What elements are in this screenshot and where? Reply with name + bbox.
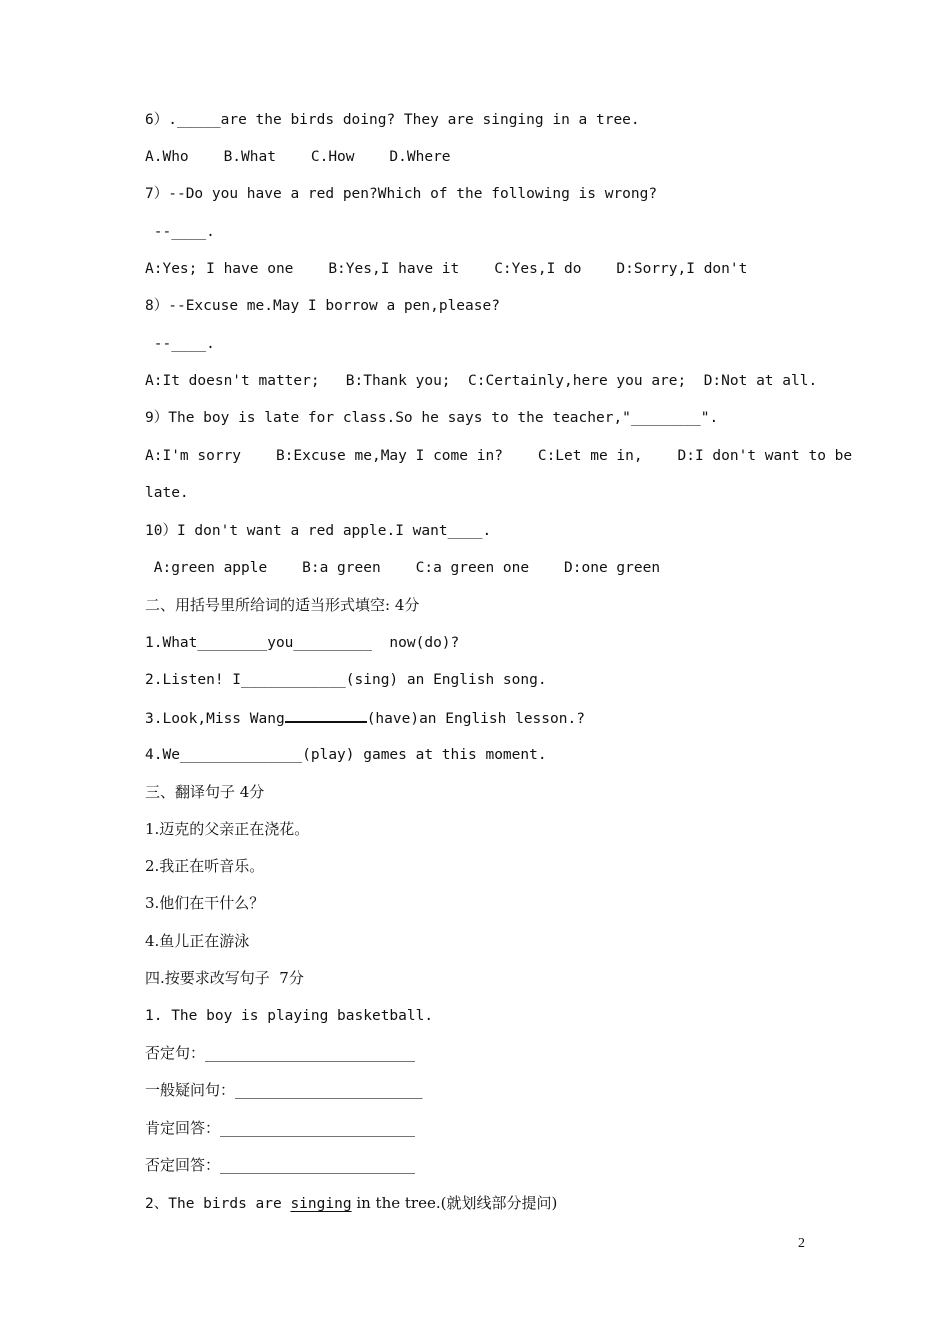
q10-options: A:green apple B:a green C:a green one D:one green	[145, 560, 661, 576]
section3-item-1: 1.迈克的父亲正在浇花。	[145, 820, 310, 838]
q10-stem: 10）I don't want a red apple.I want____.	[145, 523, 492, 539]
page-number: 2	[798, 1236, 805, 1251]
section3-item-4: 4.鱼儿正在游泳	[145, 932, 250, 950]
section2-item-2: 2.Listen! I____________(sing) an English song.	[145, 672, 547, 688]
negative-answer-line: 否定回答：__________________________	[145, 1156, 416, 1174]
section4-sentence-1: 1. The boy is playing basketball.	[145, 1008, 434, 1024]
section4-sentence-2	[145, 1193, 557, 1214]
q9-options-cont: late.	[145, 485, 189, 501]
section2-item-4: 4.We______________(play) games at this moment.	[145, 747, 547, 763]
positive-answer-line: 肯定回答：__________________________	[145, 1119, 416, 1137]
q6-options: A.Who B.What C.How D.Where	[145, 149, 451, 165]
negative-sentence-line: 否定句：____________________________	[145, 1044, 416, 1062]
section2-heading: 二、用括号里所给词的适当形式填空: 4分	[145, 596, 420, 614]
sentence-2-prefix: 2、The birds are	[145, 1196, 291, 1212]
q8-stem: 8）--Excuse me.May I borrow a pen,please?	[145, 298, 500, 314]
section2-item-3-head: 3.Look,Miss Wang	[145, 711, 285, 727]
section2-item-1: 1.What________you_________ now(do)?	[145, 635, 460, 651]
underlined-word: singing	[290, 1196, 352, 1212]
blank-line	[285, 707, 367, 723]
q8-answer-line: --____.	[145, 336, 215, 352]
q7-options: A:Yes; I have one B:Yes,I have it C:Yes,I do D:Sorry,I don't	[145, 261, 748, 277]
section4-heading: 四.按要求改写句子 7分	[145, 969, 304, 987]
section3-heading: 三、翻译句子 4分	[145, 783, 265, 801]
general-question-line: 一般疑问句：_________________________	[145, 1081, 423, 1099]
q8-options: A:It doesn't matter; B:Thank you; C:Certainly,here you are; D:Not at all.	[145, 373, 818, 389]
q7-stem: 7）--Do you have a red pen?Which of the following is wrong?	[145, 186, 658, 202]
section3-item-3: 3.他们在干什么？	[145, 894, 265, 912]
q9-stem: 9）The boy is late for class.So he says to the teacher,"________".	[145, 410, 719, 426]
section3-item-2: 2.我正在听音乐。	[145, 857, 265, 875]
sentence-2-suffix: in the tree.(就划线部分提问)	[351, 1194, 558, 1212]
section2-item-3-tail: (have)an English lesson.?	[366, 711, 585, 727]
q7-answer-line: --____.	[145, 224, 215, 240]
q9-options: A:I'm sorry B:Excuse me,May I come in? C:Let me in, D:I don't want to be	[145, 448, 853, 464]
q6-stem: 6）._____are the birds doing? They are singing in a tree.	[145, 112, 640, 128]
section2-item-3	[145, 707, 585, 729]
